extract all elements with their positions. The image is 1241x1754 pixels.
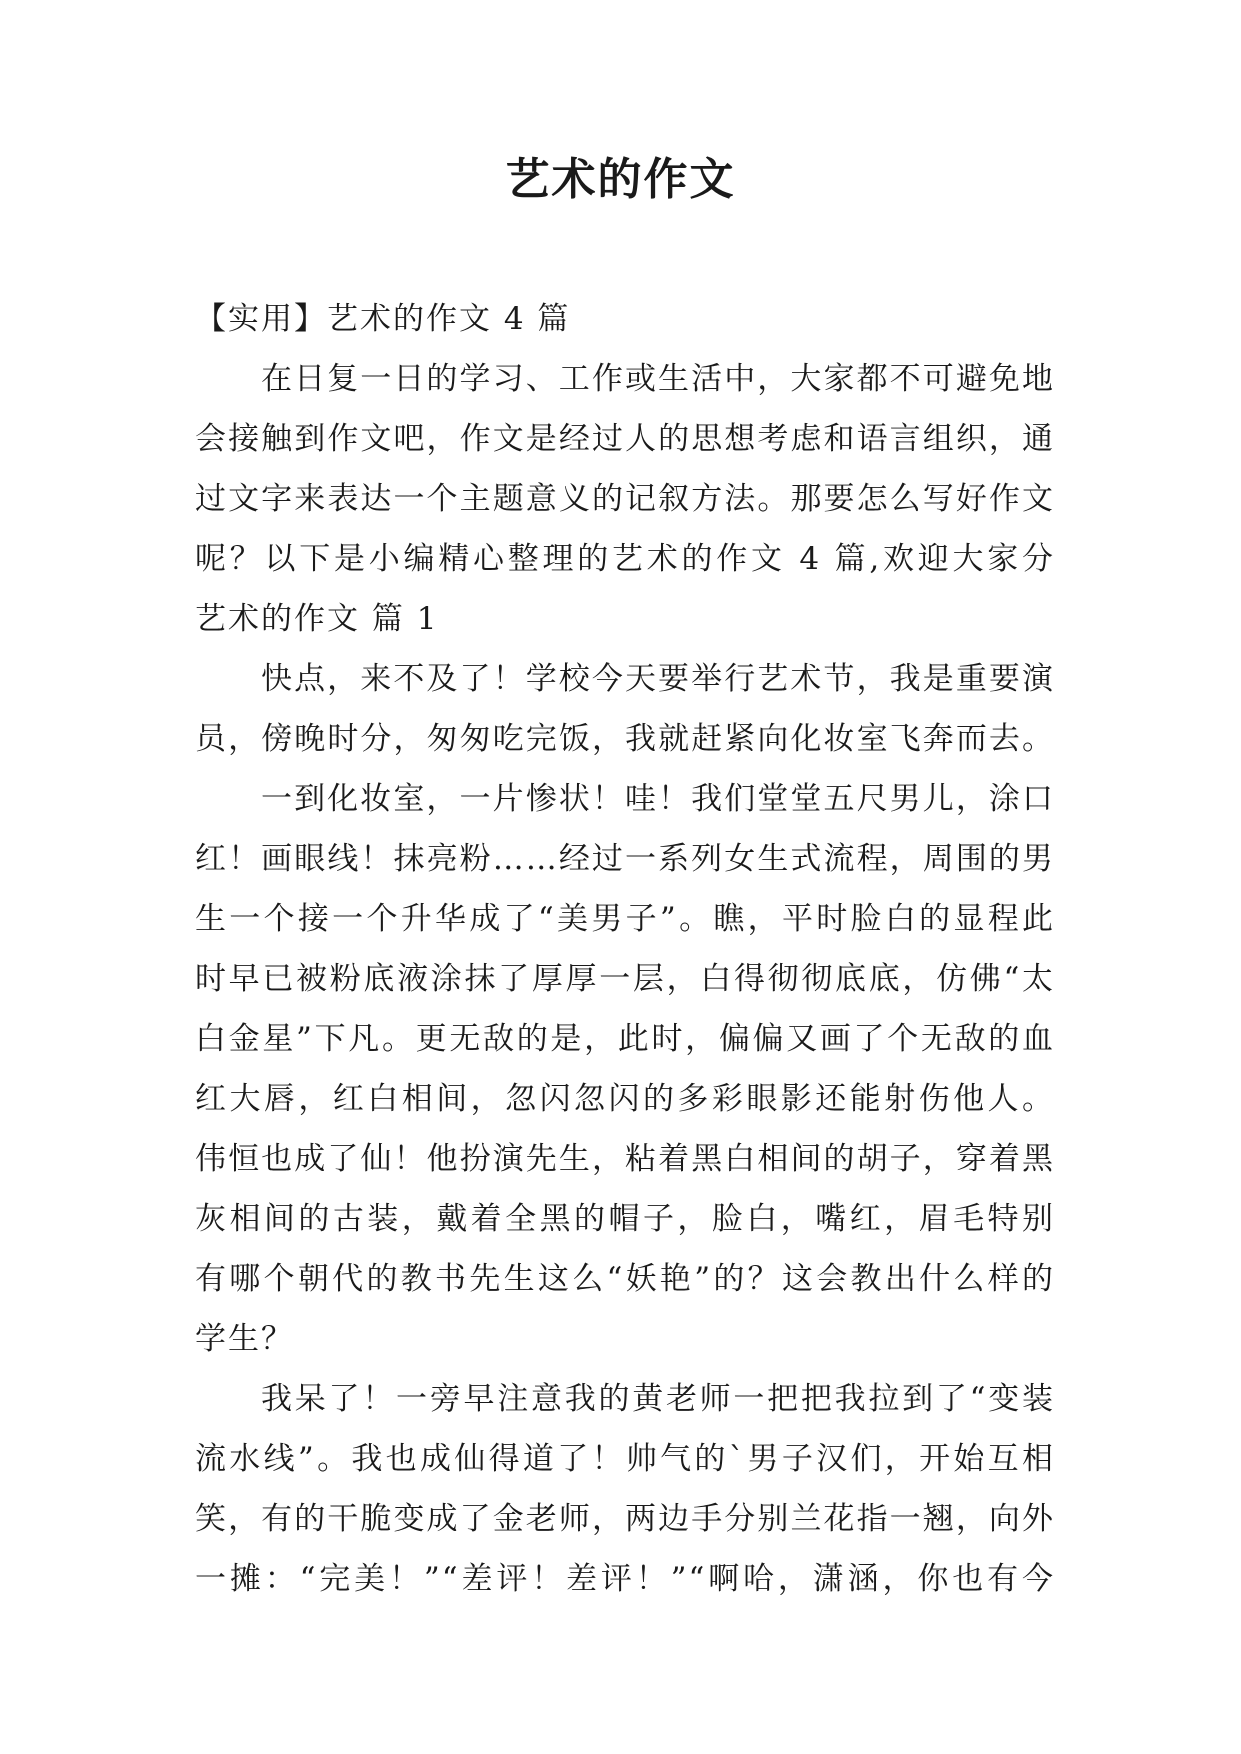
text-line: 时早已被粉底液涂抹了厚厚一层，白得彻彻底底，仿佛“太 — [195, 961, 1055, 997]
text-line: 生一个接一个升华成了“美男子”。瞧，平时脸白的显程此 — [195, 901, 1055, 937]
text-line: 呢？以下是小编精心整理的艺术的作文 4 篇,欢迎大家分 — [195, 541, 1055, 577]
text-line: 员，傍晚时分，匆匆吃完饭，我就赶紧向化妆室飞奔而去。 — [195, 721, 1055, 757]
text-line: 我呆了！一旁早注意我的黄老师一把把我拉到了“变装 — [261, 1381, 1055, 1417]
text-line: 红！画眼线！抹亮粉……经过一系列女生式流程，周围的男 — [195, 841, 1055, 877]
text-line: 【实用】艺术的作文 4 篇 — [195, 301, 571, 337]
text-line: 艺术的作文 篇 1 — [195, 601, 439, 637]
document-title: 艺术的作文 — [505, 154, 736, 205]
document-body — [195, 289, 1055, 1609]
text-line: 一摊：“完美！”“差评！差评！”“啊哈，潇涵，你也有今 — [195, 1561, 1055, 1597]
text-line: 笑，有的干脆变成了金老师，两边手分别兰花指一翘，向外 — [195, 1501, 1055, 1537]
text-line: 一到化妆室，一片惨状！哇！我们堂堂五尺男儿，涂口 — [261, 781, 1055, 817]
text-line: 在日复一日的学习、工作或生活中，大家都不可避免地 — [261, 361, 1055, 397]
text-line: 过文字来表达一个主题意义的记叙方法。那要怎么写好作文 — [195, 481, 1055, 517]
text-line: 快点，来不及了！学校今天要举行艺术节，我是重要演 — [261, 661, 1055, 697]
text-line: 白金星”下凡。更无敌的是，此时，偏偏又画了个无敌的血 — [195, 1021, 1055, 1057]
text-line: 红大唇，红白相间，忽闪忽闪的多彩眼影还能射伤他人。 — [195, 1081, 1055, 1117]
text-line: 学生？ — [195, 1321, 294, 1357]
text-line: 流水线”。我也成仙得道了！帅气的`男子汉们，开始互相 — [195, 1441, 1055, 1477]
text-line: 伟恒也成了仙！他扮演先生，粘着黑白相间的胡子，穿着黑 — [195, 1141, 1055, 1177]
text-line: 有哪个朝代的教书先生这么“妖艳”的？这会教出什么样的 — [195, 1261, 1055, 1297]
text-line: 会接触到作文吧，作文是经过人的思想考虑和语言组织，通 — [195, 421, 1055, 457]
text-line: 灰相间的古装，戴着全黑的帽子，脸白，嘴红，眉毛特别 — [195, 1201, 1055, 1237]
